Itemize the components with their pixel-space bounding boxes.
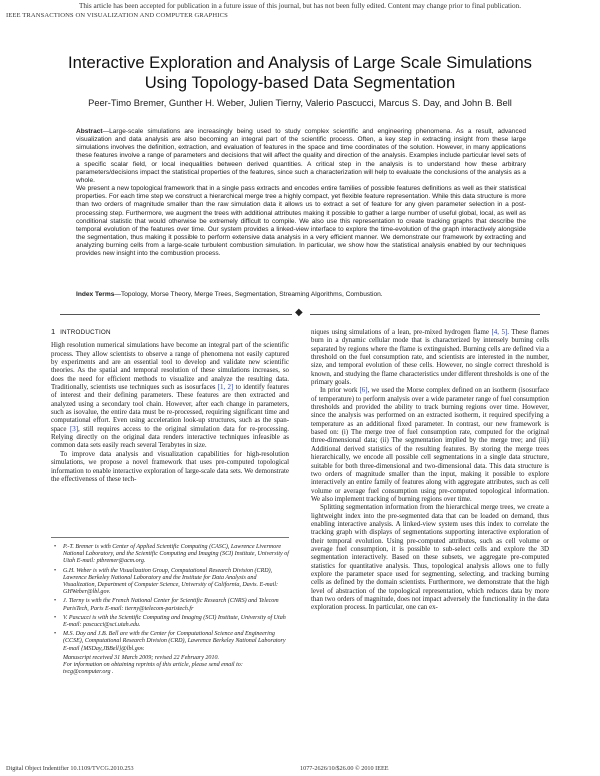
intro-paragraph-4 (311, 386, 549, 503)
intro-paragraph-2: To improve data analysis and visualization capabilities for high-resolution simulations, we propose a novel framework that uses pre-computed topological information to enable interactive exploration of large-scale data sets. We demonstrate the effectiveness of these tech- (51, 449, 289, 483)
intro-paragraph-3 (311, 328, 549, 386)
section-divider-left (60, 314, 292, 315)
left-column (51, 328, 289, 483)
footnote-text: J. Tierny is with the French National Center for Scientific Research (CNRS) and Telecom ParisTech, Paris E-mail: tierny@telecom-paristech.fr (63, 598, 279, 612)
diamond-icon: ◆ (295, 307, 303, 318)
intro-text: to identify features of interest and their defining parameters. These features are then extracted and analyzed using a secondary tool chain. However, after each change in parameters, such as isovalue, the entire data must be re-processed, requiring significant time and computational effort. Even using acceleration look-up structures, such as the span-space (51, 383, 289, 433)
copyright-footer: 1077-2626/10/$26.00 © 2010 IEEE (300, 765, 389, 772)
intro-text: In prior work (320, 386, 360, 395)
footnote-text: V. Pascucci is with the Scientific Computing and Imaging (SCI) Institute, University of Utah E-mail: pascucci@sci.utah.edu. (63, 614, 286, 629)
footnote-item (51, 598, 289, 612)
manuscript-received: Manuscript received 31 March 2009; revised 22 February 2010. (63, 654, 220, 661)
footnote-item (51, 544, 289, 566)
intro-text: , still requires access to the original simulation data for re-processing. Relying directly on the original data renders interactive techniques infeasible as common data sets easily reach several Terabytes in size. (51, 424, 289, 450)
intro-text: . These flames burn in a dynamic cellular mode that is characterized by intensely burning cells separated by regions where the flame is extinguished. Burning cells are defined via a threshold on the fuel consumption rate, and scientists are interested in the number, size, and temporal evolution of these cells. However, no single correct threshold is known, and studying the flame characteristics under different thresholds is one of the primary goals. (311, 328, 549, 387)
intro-text: High resolution numerical simulations have become an integral part of the scientific process. They allow scientists to observe a range of phenomena not easily captured by experiments and are an essential tool to develop and validate new scientific theories. As the spatial and temporal resolution of these simulations increases, so does the need for efficient methods to visualize and analyze the resulting data. Traditionally, scientists use techniques such as isosurfaces (51, 341, 289, 392)
right-column (311, 328, 549, 612)
footnote-text: G.H. Weber is with the Visualization Group, Computational Research Division (CRD), Lawrence Berkeley National Laboratory and the Institute for Data Analysis and Visualization, Department of Computer Science, University of California, Davis. E-mail: GHWeber@lbl.gov. (63, 567, 279, 596)
intro-paragraph-1 (51, 341, 289, 449)
section-number: 1 (51, 327, 56, 336)
footnote-item (51, 568, 289, 597)
journal-name: IEEE TRANSACTIONS ON VISUALIZATION AND COMPUTER GRAPHICS (6, 12, 228, 19)
footnotes (51, 544, 289, 676)
abstract-paragraph-2: We present a new topological framework that in a single pass extracts and encodes entire families of possible features definitions as well as their statistical properties. For each time step we construct a hierarchical merge tree a highly compact, yet flexible feature representation. While this data structure is more than two orders of magnitude smaller than the raw simulation data it allows us to extract a set of feature for any given parameter selection in a post-processing step. Furthermore, we augment the trees with additional attributes making it possible to gather a large number of useful global, local, as well as conditional statistic that would otherwise be extremely difficult to compile. We also use this representation to create tracking graphs that describe the temporal evolution of the features over time. Our system provides a linked-view interface to explore the time-evolution of the graph interactively alongside the segmentation, thus making it possible to perform extensive data analysis in a very efficient manner. We demonstrate our framework by extracting and analyzing burning cells from a large-scale turbulent combustion simulation. In particular, we show how the statistical analysis enabled by our techniques provides new insight into the combustion process. (76, 185, 526, 258)
footnote-item (51, 631, 289, 653)
doi-footer: Digital Object Indentifier 10.1109/TVCG.2010.253 (6, 765, 134, 772)
bullet-icon: • (54, 614, 57, 621)
bullet-icon: • (54, 631, 57, 638)
index-terms-label: Index Terms (76, 291, 115, 298)
bullet-icon: • (54, 598, 57, 605)
intro-text: niques using simulations of a lean, pre-mixed hydrogen flame (311, 328, 492, 336)
abstract-paragraph-1 (76, 128, 526, 185)
section-heading (51, 328, 289, 337)
index-terms-text: —Topology, Morse Theory, Merge Trees, Segmentation, Streaming Algorithms, Combustion. (114, 291, 383, 298)
index-terms (76, 291, 526, 298)
reprint-info: For information on obtaining reprints of this article, please send email to: tvcg@computer.org . (63, 662, 243, 676)
footnote-item (51, 615, 289, 629)
footnote-rule (51, 537, 289, 538)
bullet-icon: • (54, 567, 57, 574)
title-line-1: Interactive Exploration and Analysis of Large Scale Simulations (68, 53, 532, 72)
citation-link[interactable]: [1, 2] (217, 383, 234, 392)
footnote-text: P.-T. Bremer is with Center of Applied Scientific Computing (CASC), Lawrence Livermore National Laboratory, and the Scientific Computing and Imaging (SCI) Institute, University of Utah E-mail: ptbremer@acm.org. (63, 544, 289, 565)
paper-title (30, 53, 570, 93)
intro-paragraph-5: Splitting segmentation information from the hierarchical merge trees, we create a lightweight index into the pre-segmented data that can be loaded on demand, thus enabling interactive analysis. A linked-view system uses this index to correlate the tracking graph with displays of segmentations supporting interactive exploration of their temporal evolution. Using pre-computed attributes, such as cell volume or average fuel consumption, it is possible to sub-select cells and explore the 3D segmentation interactively. Based on these subsets, we aggregate pre-computed statistics for quantitative analysis. Thus, topological analysis allows one to fully explore the parameter space used for segmenting, selecting, and tracking burning cells as defined by the domain scientists. Furthermore, we demonstrate that the high level of abstraction of the topological representation, which reduces data by more than two orders of magnitude, does not impact adversely the functionality in the data exploration process. In particular, one can ex- (311, 503, 549, 612)
publication-notice: This article has been accepted for publication in a future issue of this journal, but has not been fully edited. Content may change prior to final publication. (78, 2, 522, 10)
footnote-text: M.S. Day and J.B. Bell are with the Center for Computational Science and Engineering (CCSE), Computational Research Division (CRD), Lawrence Berkeley National Laboratory E-mail {MSDay,JBBell}@lbl.gov. (63, 631, 286, 652)
section-title: INTRODUCTION (60, 329, 111, 336)
abstract-text-1: —Large-scale simulations are increasingly being used to study complex scientific and engineering phenomena. As a result, advanced visualization and data analysis are also becoming an integral part of the scientific process. Often, a key step in extracting insight from these large simulations involves the definition, extraction, and evaluation of features in the space and time coordinates of the solution. However, in many applications these features involve a range of parameters and decisions that will affect the quality and direction of the analysis. Examples include particular level sets of a specific scalar field, or local inequalities between derived quantities. A critical step in the analysis is to understand how these arbitrary parameters/decisions impact the statistical properties of the features, since such a characterization will help to evaluate the conclusions of the analysis as a whole. (76, 128, 526, 184)
bullet-icon: • (54, 544, 57, 550)
title-line-2: Using Topology-based Data Segmentation (144, 73, 456, 92)
citation-link[interactable]: [4, 5] (491, 328, 508, 336)
abstract-label: Abstract (76, 128, 103, 135)
section-divider-right (310, 314, 540, 315)
citation-link[interactable]: [3] (69, 424, 79, 433)
citation-link[interactable]: [6] (359, 386, 368, 395)
intro-text: , we used the Morse complex defined on an isotherm (isosurface of temperature) to perform analysis over a wide parameter range of fuel consumption thresholds and provided the ability to track burning regions over time. However, since the analysis was performed on an extracted isotherm, it required specifying a temperature as an additional fixed parameter. In contrast, our new framework is based on: (i) The merge tree of fuel consumption rate, computed for the original three-dimensional data; (ii) The segmentation implied by the merge tree; and (iii) Additional derived statistics of the resulting features. By storing the merge trees hierarchically, we encode all possible cell segmentations in a single data structure, suitable for both three-dimensional and two-dimensional data. This data structure is two orders of magnitude smaller than the input, making it possible to explore interactively an entire family of features along with aggregate attributes, such as cell volume or average fuel consumption using pre-computed topological information. We also implement tracking of burning regions over time. (311, 386, 549, 503)
abstract (76, 128, 526, 259)
author-list: Peer-Timo Bremer, Gunther H. Weber, Julien Tierny, Valerio Pascucci, Marcus S. Day, and John B. Bell (88, 98, 512, 108)
